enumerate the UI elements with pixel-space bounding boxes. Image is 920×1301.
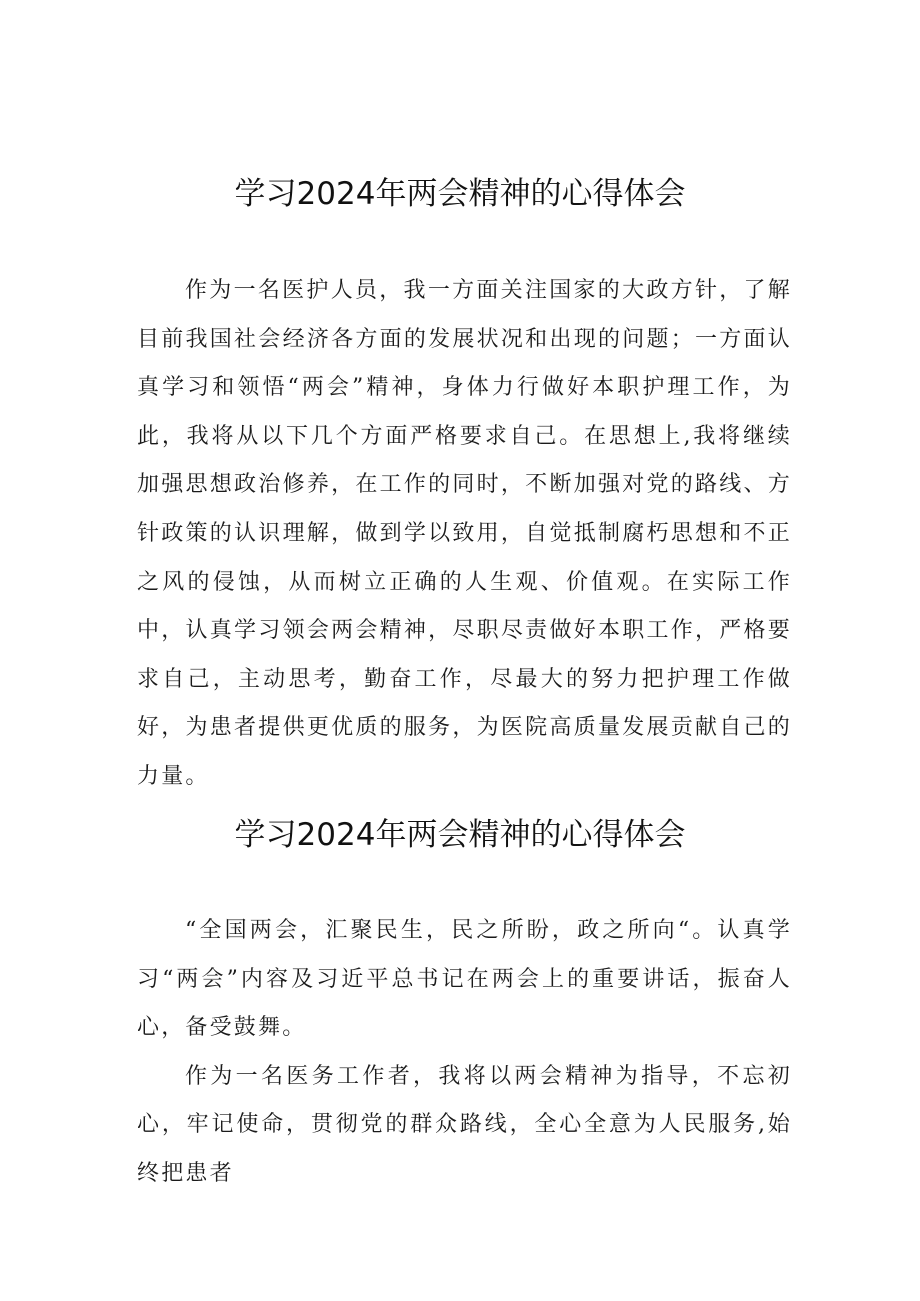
section-title: 学习2024年两会精神的心得体会 <box>234 817 686 853</box>
body-paragraph: 作为一名医务工作者，我将以两会精神为指导，不忘初心，牢记使命，贯彻党的群众路线，全心全意为人民服务,始终把患者 <box>137 1063 792 1186</box>
section-title: 学习2024年两会精神的心得体会 <box>234 176 686 212</box>
body-paragraph: “全国两会，汇聚民生，民之所盼，政之所向“。认真学习“两会”内容及习近平总书记在两会上的重要讲话，振奋人心，备受鼓舞。 <box>137 918 792 1041</box>
section-body <box>137 907 792 1199</box>
body-paragraph: 作为一名医护人员，我一方面关注国家的大政方针，了解目前我国社会经济各方面的发展状况和出现的问题；一方面认真学习和领悟“两会”精神，身体力行做好本职护理工作，为此，我将从以下几个方面严格要求自己。在思想上,我将继续加强思想政治修养，在工作的同时，不断加强对党的路线、方针政策的认识理解，做到学以致用，自觉抵制腐朽思想和不正之风的侵蚀，从而树立正确的人生观、价值观。在实际工作中，认真学习领会两会精神，尽职尽责做好本职工作，严格要求自己，主动思考，勤奋工作，尽最大的努力把护理工作做好，为患者提供更优质的服务，为医院高质量发展贡献自己的力量。 <box>137 278 792 789</box>
section-body <box>137 267 792 802</box>
